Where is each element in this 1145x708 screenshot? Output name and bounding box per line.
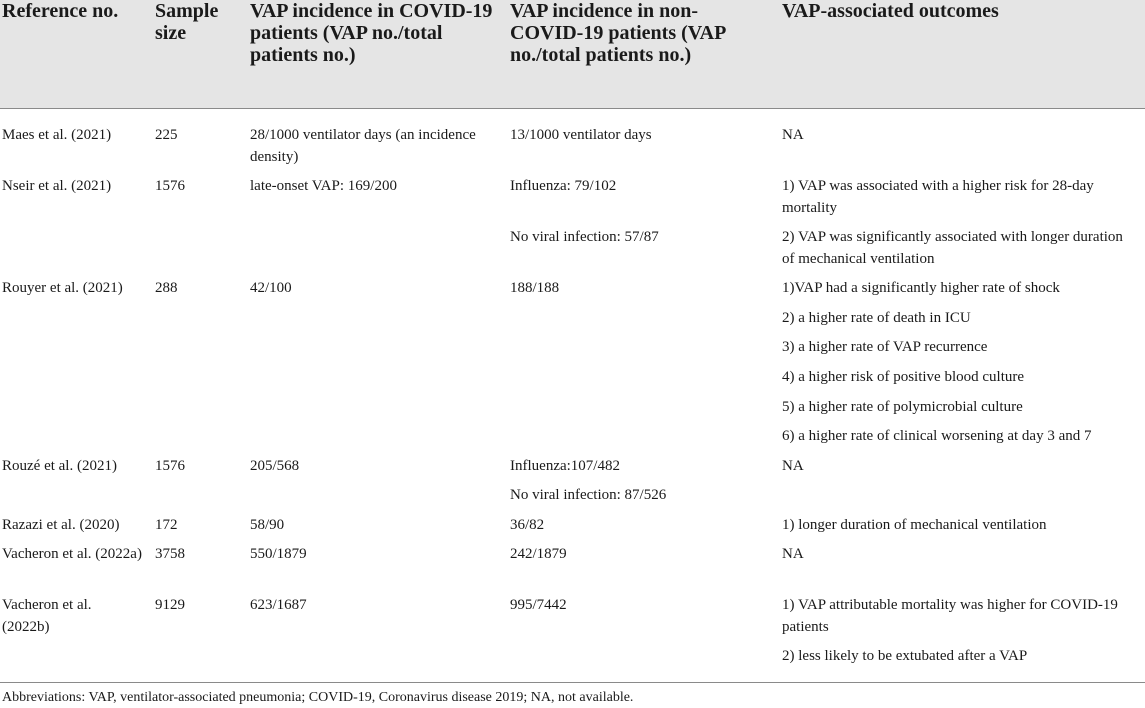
table-bottom-rule xyxy=(0,682,1145,683)
row-7-outcome-1: 1) VAP attributable mortality was higher for COVID-19 patients xyxy=(782,597,1118,635)
row-2-sample-size: 1576 xyxy=(155,178,185,194)
row-5-sample-size: 172 xyxy=(155,517,178,533)
row-7-covid: 623/1687 xyxy=(250,597,307,613)
row-3-reference: Rouyer et al. (2021) xyxy=(2,280,123,296)
header-covid-incidence: VAP incidence in COVID-19 patients (VAP no./total patients no.) xyxy=(250,0,493,66)
row-3-outcome-5: 5) a higher rate of polymicrobial culture xyxy=(782,399,1023,415)
row-2-outcome-2: 2) VAP was significantly associated with longer duration of mechanical ventilation xyxy=(782,229,1123,267)
row-2-covid: late-onset VAP: 169/200 xyxy=(250,178,397,194)
row-3-outcome-1: 1)VAP had a significantly higher rate of shock xyxy=(782,280,1060,296)
row-4-reference: Rouzé et al. (2021) xyxy=(2,458,117,474)
row-2-non-covid-2: No viral infection: 57/87 xyxy=(510,229,659,245)
row-6-covid: 550/1879 xyxy=(250,546,307,562)
header-non-covid-incidence: VAP incidence in non-COVID-19 patients (VAP no./total patients no.) xyxy=(510,0,726,66)
header-outcomes: VAP-associated outcomes xyxy=(782,0,999,22)
row-1-outcome-1: NA xyxy=(782,127,804,143)
row-4-sample-size: 1576 xyxy=(155,458,185,474)
row-4-non-covid-1: Influenza:107/482 xyxy=(510,458,620,474)
row-5-reference: Razazi et al. (2020) xyxy=(2,517,120,533)
row-1-non-covid-1: 13/1000 ventilator days xyxy=(510,127,652,143)
header-sample-size: Sample size xyxy=(155,0,219,44)
row-7-reference: Vacheron et al. (2022b) xyxy=(2,597,92,635)
header-reference: Reference no. xyxy=(2,0,119,22)
row-3-covid: 42/100 xyxy=(250,280,292,296)
row-7-sample-size: 9129 xyxy=(155,597,185,613)
table-header xyxy=(0,0,1145,109)
row-7-non-covid-1: 995/7442 xyxy=(510,597,567,613)
row-1-sample-size: 225 xyxy=(155,127,178,143)
row-4-non-covid-2: No viral infection: 87/526 xyxy=(510,487,667,503)
row-2-non-covid-1: Influenza: 79/102 xyxy=(510,178,617,194)
row-5-covid: 58/90 xyxy=(250,517,285,533)
row-3-outcome-3: 3) a higher rate of VAP recurrence xyxy=(782,339,988,355)
row-4-outcome-1: NA xyxy=(782,458,804,474)
row-7-outcome-2: 2) less likely to be extubated after a VAP xyxy=(782,648,1028,664)
row-5-outcome-1: 1) longer duration of mechanical ventilation xyxy=(782,517,1047,533)
row-2-outcome-1: 1) VAP was associated with a higher risk for 28-day mortality xyxy=(782,178,1094,216)
row-3-non-covid-1: 188/188 xyxy=(510,280,560,296)
row-1-covid: 28/1000 ventilator days (an incidence density) xyxy=(250,127,476,165)
row-6-reference: Vacheron et al. (2022a) xyxy=(2,546,142,562)
row-3-sample-size: 288 xyxy=(155,280,178,296)
table-footnote: Abbreviations: VAP, ventilator-associated pneumonia; COVID-19, Coronavirus disease 2019; NA, not available. xyxy=(2,690,634,705)
row-5-non-covid-1: 36/82 xyxy=(510,517,545,533)
row-3-outcome-6: 6) a higher rate of clinical worsening at day 3 and 7 xyxy=(782,428,1092,444)
row-6-outcome-1: NA xyxy=(782,546,804,562)
row-3-outcome-2: 2) a higher rate of death in ICU xyxy=(782,310,971,326)
row-1-reference: Maes et al. (2021) xyxy=(2,127,112,143)
row-2-reference: Nseir et al. (2021) xyxy=(2,178,112,194)
row-4-covid: 205/568 xyxy=(250,458,300,474)
row-6-sample-size: 3758 xyxy=(155,546,185,562)
row-3-outcome-4: 4) a higher risk of positive blood culture xyxy=(782,369,1025,385)
row-6-non-covid-1: 242/1879 xyxy=(510,546,567,562)
